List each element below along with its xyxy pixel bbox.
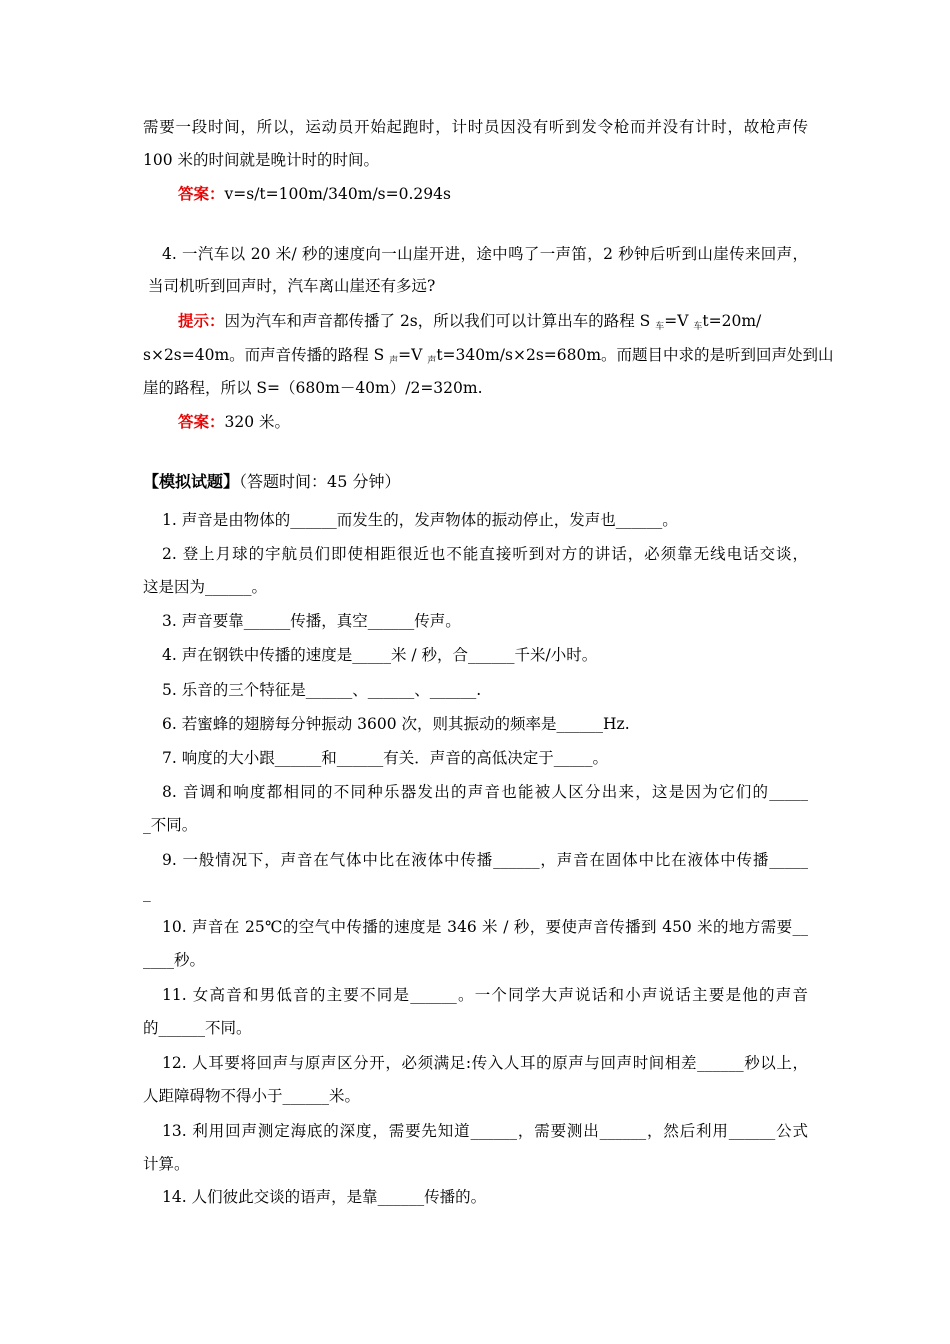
- question-8-line-1: 8. 音调和响度都相同的不同种乐器发出的声音也能被人区分出来，这是因为它们的_____: [162, 783, 808, 801]
- answer-label: 答案：: [178, 412, 225, 431]
- question-6: 6. 若蜜蜂的翅膀每分钟振动 3600 次，则其振动的频率是______Hz.: [162, 715, 630, 733]
- q4-line-4-c: t=340m/s×2s=680m。而题目中求的是听到回声处到山: [436, 346, 834, 364]
- question-4: 4. 声在钢铁中传播的速度是_____米 / 秒，合______千米/小时。: [162, 646, 598, 664]
- q4-line-4-b: =V: [398, 346, 423, 364]
- question-2-line-2: 这是因为______。: [143, 578, 268, 596]
- question-7: 7. 响度的大小跟______和______有关．声音的高低决定于_____。: [162, 749, 608, 767]
- q4-line-4-a: s×2s=40m。而声音传播的路程 S: [143, 346, 385, 364]
- q4-line-1: 4. 一汽车以 20 米/ 秒的速度向一山崖开进，途中鸣了一声笛，2 秒钟后听到山崖传来回声，: [162, 245, 808, 263]
- question-12-line-2: 人距障碍物不得小于______米。: [143, 1087, 361, 1105]
- section-title: 【模拟试题】: [143, 472, 240, 491]
- section-header: [143, 472, 400, 492]
- q4-line-2: 当司机听到回声时，汽车离山崖还有多远?: [148, 277, 436, 295]
- question-1: 1. 声音是由物体的______而发生的，发声物体的振动停止，发声也______。: [162, 511, 678, 529]
- question-9-line-2: _: [143, 884, 151, 902]
- question-3: 3. 声音要靠______传播，真空______传声。: [162, 612, 461, 630]
- question-13-line-1: 13. 利用回声测定海底的深度，需要先知道______，需要测出______，然后利用______公式: [162, 1122, 808, 1140]
- question-9-line-1: 9. 一般情况下，声音在气体中比在液体中传播______，声音在固体中比在液体中传播_____: [162, 851, 808, 869]
- answer-text: 320 米。: [224, 413, 291, 431]
- answer-text: v=s/t=100m/340m/s=0.294s: [224, 185, 451, 203]
- prev-text-line-1: 需要一段时间，所以，运动员开始起跑时，计时员因没有听到发令枪而并没有计时，故枪声传: [143, 118, 808, 136]
- question-2-line-1: 2. 登上月球的宇航员们即使相距很近也不能直接听到对方的讲话，必须靠无线电话交谈，: [162, 545, 808, 563]
- q4-line-4: [143, 345, 834, 368]
- question-10-line-2: ____秒。: [143, 951, 206, 969]
- hint-label: 提示：: [178, 311, 225, 330]
- hint-text-b: =V: [664, 312, 689, 330]
- section-time: （答题时间：45 分钟）: [239, 472, 401, 491]
- subscript-sound: 声: [389, 356, 399, 366]
- q4-line-5: 崖的路程，所以 S=（680m－40m）/2=320m.: [143, 379, 483, 397]
- prev-text-line-2: 100 米的时间就是晚计时的时间。: [143, 151, 380, 169]
- question-13-line-2: 计算。: [143, 1155, 190, 1173]
- q4-hint: [178, 311, 808, 334]
- subscript-sound-2: 声: [427, 356, 437, 366]
- question-12-line-1: 12. 人耳要将回声与原声区分开，必须满足:传入人耳的原声与回声时间相差______秒以上，: [162, 1054, 808, 1072]
- prev-answer: [178, 184, 451, 204]
- question-8-line-2: _不同。: [143, 816, 198, 834]
- q4-answer: [178, 412, 290, 432]
- hint-text-a: 因为汽车和声音都传播了 2s，所以我们可以计算出车的路程 S: [224, 312, 651, 330]
- hint-text-c: t=20m/: [702, 312, 762, 330]
- subscript-car-2: 车: [693, 322, 703, 332]
- question-11-line-2: 的______不同。: [143, 1019, 252, 1037]
- subscript-car: 车: [655, 322, 665, 332]
- question-14: 14. 人们彼此交谈的语声，是靠______传播的。: [162, 1188, 487, 1206]
- question-10-line-1: 10. 声音在 25℃的空气中传播的速度是 346 米 / 秒，要使声音传播到 450 米的地方需要__: [162, 918, 808, 936]
- question-11-line-1: 11. 女高音和男低音的主要不同是______。一个同学大声说话和小声说话主要是他的声音: [162, 986, 808, 1004]
- answer-label: 答案：: [178, 184, 225, 203]
- question-5: 5. 乐音的三个特征是______、______、______.: [162, 681, 482, 699]
